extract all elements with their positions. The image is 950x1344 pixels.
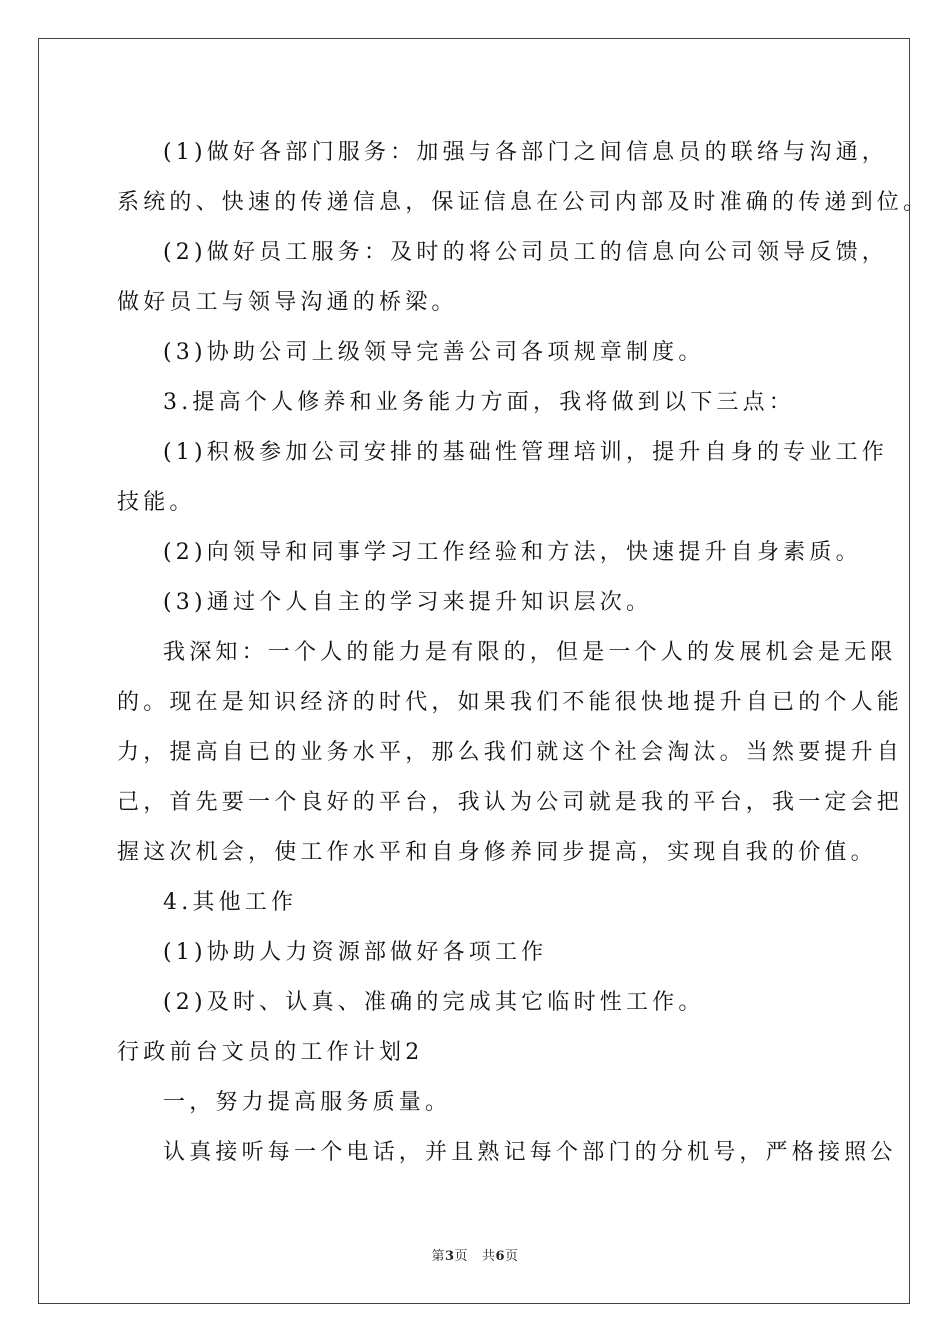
total-prefix: 共	[481, 1249, 496, 1264]
text-line: 做好员工与领导沟通的桥梁。	[117, 290, 458, 315]
page-footer	[0, 1245, 950, 1264]
text-line: (2)向领导和同事学习工作经验和方法，快速提升自身素质。	[163, 540, 862, 565]
text-line: (1)协助人力资源部做好各项工作	[163, 940, 548, 965]
text-line: (3)协助公司上级领导完善公司各项规章制度。	[163, 340, 705, 365]
text-line: (2)做好员工服务：及时的将公司员工的信息向公司领导反馈，	[163, 240, 888, 265]
total-pages: 6	[495, 1249, 506, 1264]
text-line: 系统的、快速的传递信息，保证信息在公司内部及时准确的传递到位。	[117, 190, 930, 215]
text-line: 己，首先要一个良好的平台，我认为公司就是我的平台，我一定会把	[117, 790, 904, 815]
text-line: 一，努力提高服务质量。	[163, 1090, 452, 1115]
text-line: (2)及时、认真、准确的完成其它临时性工作。	[163, 990, 705, 1015]
text-line: 3.提高个人修养和业务能力方面，我将做到以下三点：	[163, 390, 795, 415]
text-line: 技能。	[117, 490, 196, 515]
page-number: 3	[444, 1249, 455, 1264]
text-line: 认真接听每一个电话，并且熟记每个部门的分机号，严格接照公	[163, 1140, 897, 1165]
total-suffix: 页	[505, 1249, 519, 1264]
page-prefix: 第	[431, 1249, 445, 1264]
text-line: 我深知：一个人的能力是有限的，但是一个人的发展机会是无限	[163, 640, 897, 665]
text-line: (1)积极参加公司安排的基础性管理培训，提升自身的专业工作	[163, 440, 888, 465]
section-heading: 行政前台文员的工作计划2	[117, 1040, 424, 1065]
text-line: 握这次机会，使工作水平和自身修养同步提高，实现自我的价值。	[117, 840, 877, 865]
text-line: 的。现在是知识经济的时代，如果我们不能很快地提升自已的个人能	[117, 690, 904, 715]
document-body	[117, 128, 930, 1178]
page-suffix: 页	[454, 1249, 469, 1264]
text-line: (1)做好各部门服务：加强与各部门之间信息员的联络与沟通，	[163, 140, 888, 165]
text-line: 力，提高自已的业务水平，那么我们就这个社会淘汰。当然要提升自	[117, 740, 904, 765]
text-line: 4.其他工作	[163, 890, 298, 915]
text-line: (3)通过个人自主的学习来提升知识层次。	[163, 590, 653, 615]
